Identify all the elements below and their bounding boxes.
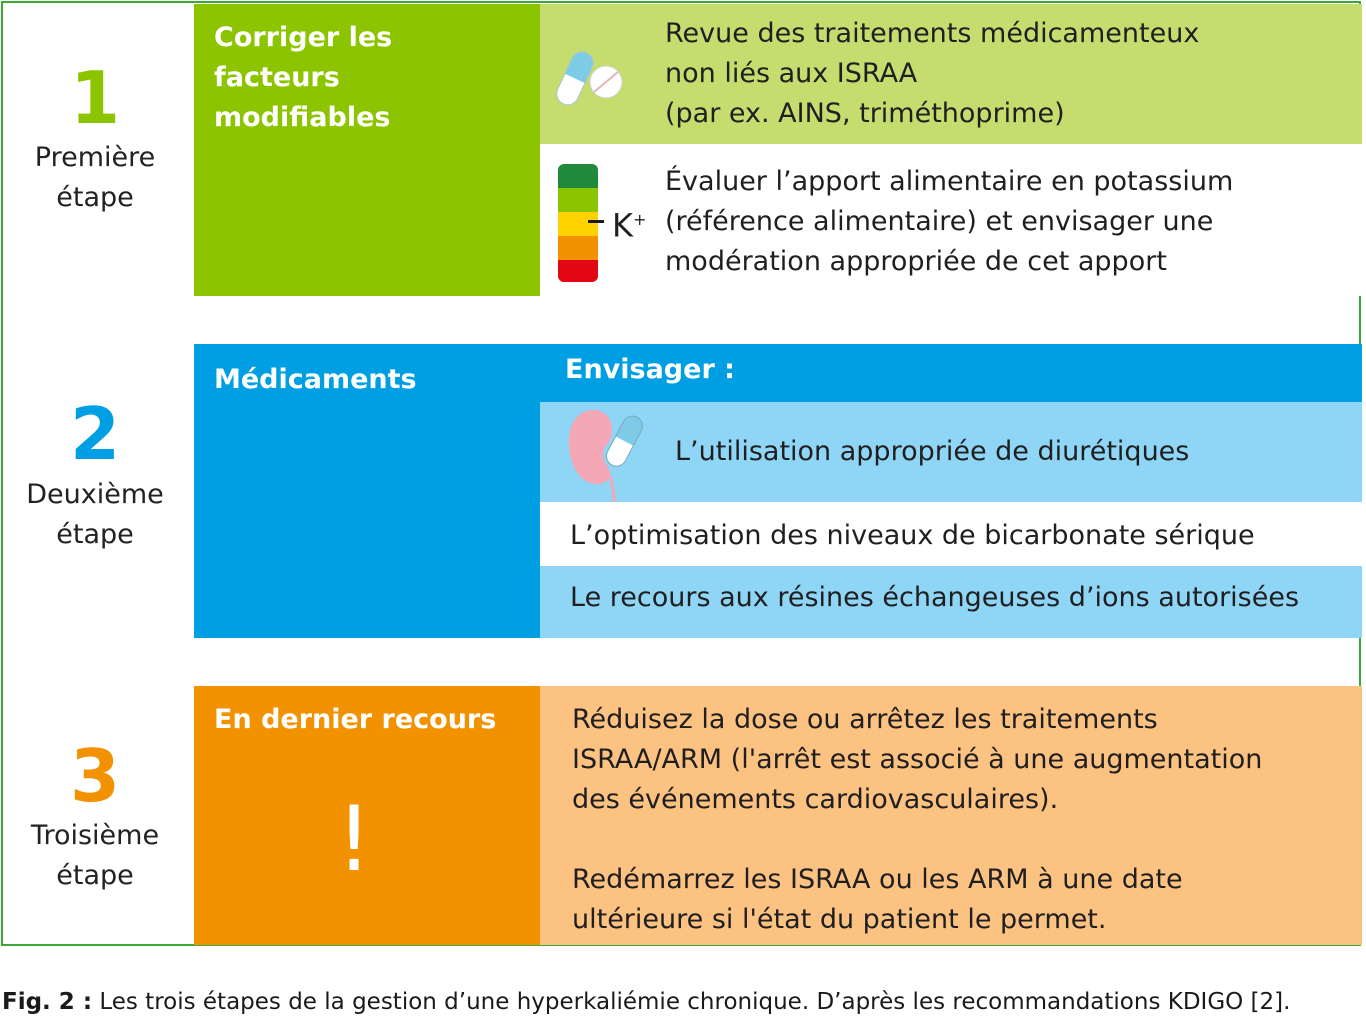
pill-icon <box>554 48 624 108</box>
step3-text1: Réduisez la dose ou arrêtez les traitements ISRAA/ARM (l'arrêt est associé à une augmentation des événements cardiovasculaires). <box>572 704 1263 815</box>
step2-category: Médicaments <box>194 344 540 638</box>
warning-icon: ! <box>335 787 373 892</box>
step2-item1-panel <box>540 402 1362 502</box>
step1-number: 1 <box>69 56 121 140</box>
step2-item3-text: Le recours aux résines échangeuses d’ions autorisées <box>570 582 1300 613</box>
step2-number: 2 <box>69 392 121 476</box>
step2-header: Envisager : <box>540 344 1362 402</box>
step2-item3-panel <box>540 566 1362 638</box>
step3-category-label: En dernier recours <box>214 704 497 735</box>
step3-label: Troisième étape <box>30 820 160 891</box>
caption-prefix: Fig. 2 : <box>2 989 93 1015</box>
step3-panel <box>540 686 1362 945</box>
step1-item2-panel <box>540 144 1362 296</box>
potassium-label: K+ <box>612 206 647 245</box>
kidney-icon <box>566 406 646 502</box>
step2-item1-text: L’utilisation appropriée de diurétiques <box>675 436 1190 467</box>
step3-number: 3 <box>69 734 121 818</box>
step3-category <box>194 686 540 945</box>
step2-item2-text: L’optimisation des niveaux de bicarbonate sérique <box>570 520 1255 551</box>
potassium-scale-icon <box>558 164 598 284</box>
step1-item2-text: Évaluer l’apport alimentaire en potassium (référence alimentaire) et envisager une modération appropriée de cet apport <box>665 166 1234 277</box>
step1-label: Première étape <box>34 142 156 213</box>
scale-marker <box>588 220 604 223</box>
step1-category: Corriger les facteurs modifiables <box>194 4 540 296</box>
step2-label: Deuxième étape <box>26 479 164 550</box>
step2-item2-panel <box>540 502 1362 566</box>
step1-item1-text: Revue des traitements médicamenteux non liés aux ISRAA (par ex. AINS, triméthoprime) <box>665 18 1200 129</box>
step3-text2: Redémarrez les ISRAA ou les ARM à une date ultérieure si l'état du patient le permet. <box>572 864 1183 935</box>
caption-text: Les trois étapes de la gestion d’une hyperkaliémie chronique. D’après les recommandations KDIGO [2]. <box>92 989 1291 1015</box>
figure-caption <box>2 986 1364 1018</box>
step1-item1-panel <box>540 4 1362 144</box>
